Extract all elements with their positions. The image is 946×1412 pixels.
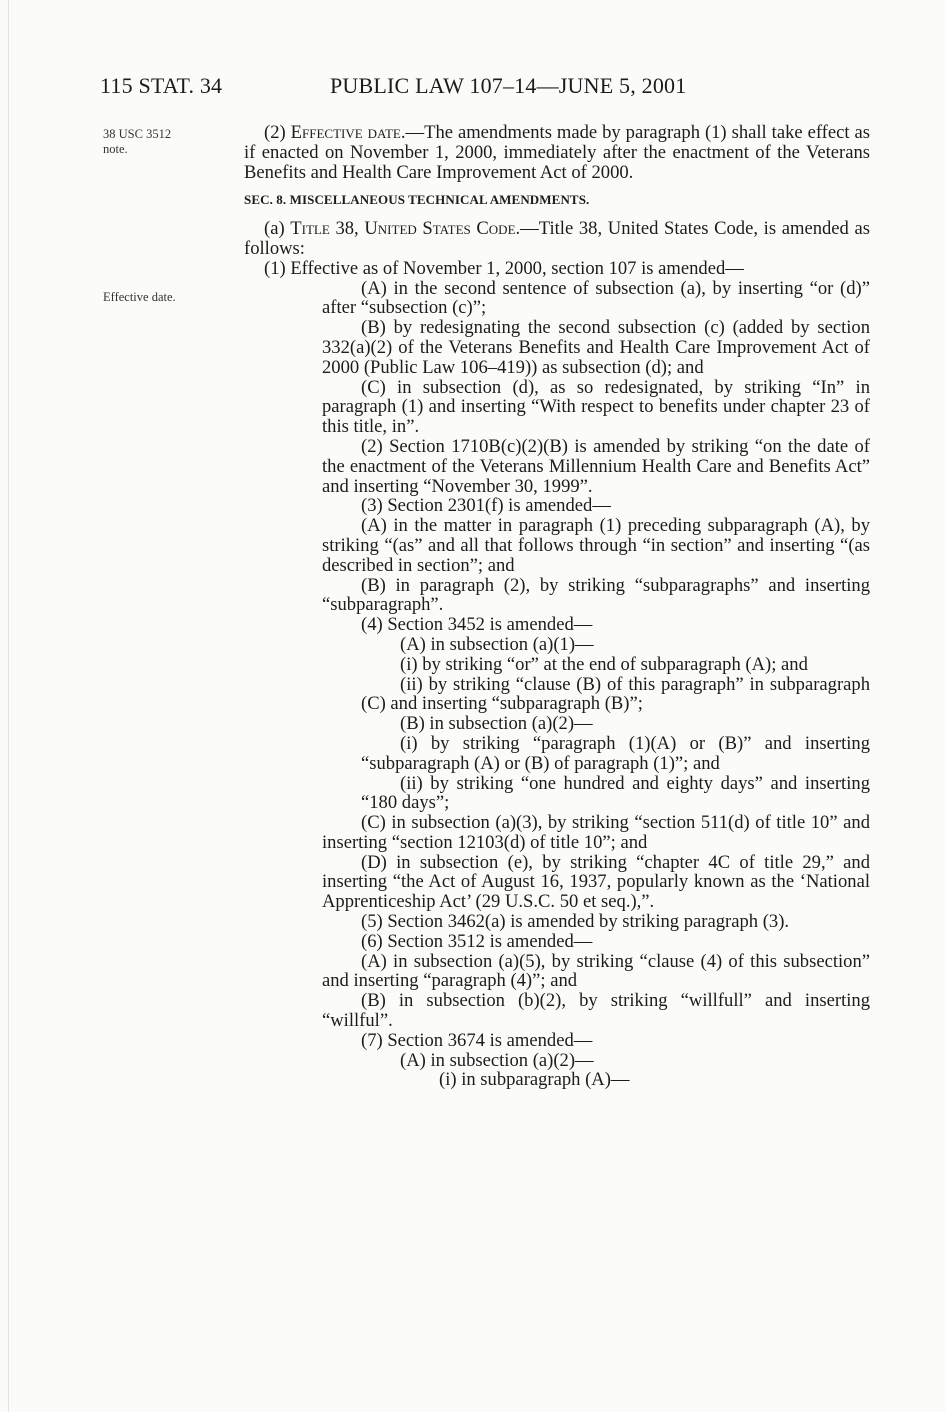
statute-page-number: 115 STAT. 34	[100, 73, 223, 98]
paragraph-3: (3) Section 2301(f) is amended—	[361, 495, 611, 517]
paragraph-1-C: (C) in subsection (d), as so redesignated, by striking “In” in paragraph (1) and inserting “With respect to benefits under chapter 23 of this title, in”.	[322, 376, 870, 438]
paragraph-3-A: (A) in the matter in paragraph (1) preceding subparagraph (A), by striking “(as” and all that follows through “in section” and inserting “(as described in section”; and	[322, 515, 870, 576]
paragraph-2-section-1710B: (2) Section 1710B(c)(2)(B) is amended by striking “on the date of the enactment of the Veterans Millennium Health Care and Benefits Act” and inserting “November 30, 1999”.	[322, 435, 870, 497]
paragraph-4-A-ii: (ii) by striking “clause (B) of this paragraph” in subparagraph (C) and inserting “subparagraph (B)”;	[361, 673, 870, 715]
paragraph-2-effective-date: (2) Effective date.—The amendments made by paragraph (1) shall take effect as if enacted on November 1, 2000, immediately after the enactment of the Veterans Benefits and Health Care Improvement Act of 2000.	[244, 122, 870, 183]
paragraph-7-A-i: (i) in subparagraph (A)—	[439, 1069, 630, 1091]
page-title: PUBLIC LAW 107–14—JUNE 5, 2001	[330, 73, 687, 98]
paragraph-4-D: (D) in subsection (e), by striking “chapter 4C of title 29,” and inserting “the Act of August 16, 1937, popularly known as the ‘National Apprenticeship Act’ (29 U.S.C. 50 et seq.),”.	[322, 851, 870, 913]
paragraph-1: (1) Effective as of November 1, 2000, section 107 is amended—	[264, 257, 744, 279]
margin-note-usc	[103, 127, 171, 157]
paragraph-4-B-ii: (ii) by striking “one hundred and eighty days” and inserting “180 days”;	[361, 772, 870, 814]
document-body	[244, 123, 870, 1090]
paragraph-5: (5) Section 3462(a) is amended by striking paragraph (3).	[361, 911, 790, 933]
paragraph-6-A: (A) in subsection (a)(5), by striking “clause (4) of this subsection” and inserting “paragraph (4)”; and	[322, 950, 870, 992]
paragraph-7-A: (A) in subsection (a)(2)—	[400, 1049, 594, 1071]
paragraph-4-C: (C) in subsection (a)(3), by striking “section 511(d) of title 10” and inserting “section 12103(d) of title 10”; and	[322, 812, 870, 853]
paragraph-4-A: (A) in subsection (a)(1)—	[400, 633, 594, 655]
paragraph-4-B: (B) in subsection (a)(2)—	[400, 713, 593, 735]
margin-note-effective-date: Effective date.	[103, 290, 176, 304]
paragraph-6-B: (B) in subsection (b)(2), by striking “willfull” and inserting “willful”.	[322, 990, 870, 1032]
paragraph-4: (4) Section 3452 is amended—	[361, 614, 593, 636]
margin-note-usc-citation: 38 USC 3512	[103, 127, 172, 141]
paragraph-4-B-i: (i) by striking “paragraph (1)(A) or (B)” and inserting “subparagraph (A) or (B) of paragraph (1)”; and	[361, 732, 870, 774]
paragraph-3-B: (B) in paragraph (2), by striking “subparagraphs” and inserting “subparagraph”.	[322, 574, 870, 616]
title-38-heading: Title 38, United States Code.	[290, 218, 521, 240]
paragraph-6: (6) Section 3512 is amended—	[361, 930, 593, 952]
effective-date-heading: Effective date.	[290, 122, 406, 143]
subsection-a: (a) Title 38, United States Code.—Title 38, United States Code, is amended as follows:	[244, 218, 870, 259]
section-8-heading: SEC. 8. MISCELLANEOUS TECHNICAL AMENDMENTS.	[244, 192, 590, 208]
paragraph-7: (7) Section 3674 is amended—	[361, 1029, 593, 1051]
paragraph-4-A-i: (i) by striking “or” at the end of subparagraph (A); and	[400, 653, 808, 675]
page-edge	[8, 0, 9, 1412]
paragraph-1-A: (A) in the second sentence of subsection (a), by inserting “or (d)” after “subsection (c)”;	[322, 277, 870, 319]
margin-note-usc-note: note.	[103, 142, 128, 156]
page-header	[100, 73, 870, 105]
paragraph-1-B: (B) by redesignating the second subsection (c) (added by section 332(a)(2) of the Veterans Benefits and Health Care Improvement Act of 2000 (Public Law 106–419)) as subsection (d); and	[322, 317, 870, 378]
